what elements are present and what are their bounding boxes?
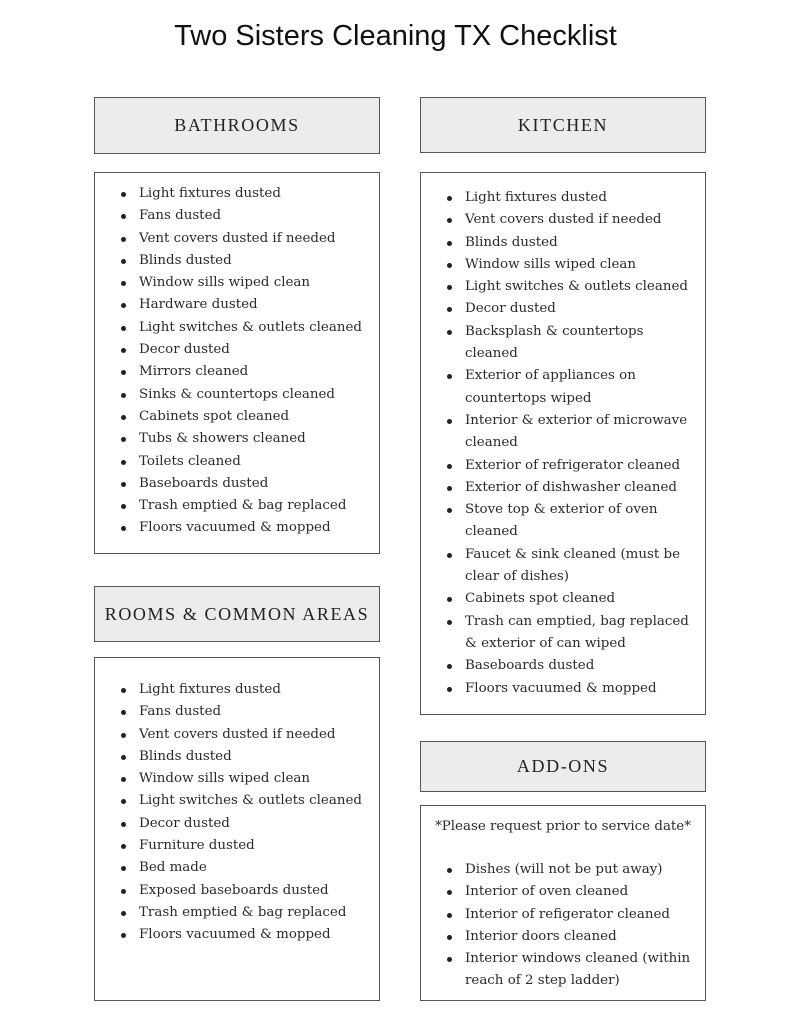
page-title: Two Sisters Cleaning TX Checklist: [174, 20, 617, 52]
kitchen-list-item: Decor dusted: [445, 298, 697, 320]
addons-list-item: Interior windows cleaned (within reach of 2 step ladder): [445, 948, 697, 993]
rooms-list-item: Decor dusted: [119, 813, 371, 835]
addons-list-box: [420, 805, 706, 1001]
rooms-list-item: Light fixtures dusted: [119, 679, 371, 701]
rooms-heading-text: ROOMS & COMMON AREAS: [104, 603, 370, 624]
addons-note: *Please request prior to service date*: [435, 819, 691, 834]
kitchen-list-item: Floors vacuumed & mopped: [445, 678, 697, 700]
rooms-list: [119, 679, 371, 947]
addons-list-item: Dishes (will not be put away): [445, 859, 697, 881]
kitchen-list: [445, 187, 697, 700]
kitchen-heading: [420, 97, 706, 153]
bathrooms-list-item: Baseboards dusted: [119, 473, 371, 495]
kitchen-list-box: [420, 172, 706, 715]
addons-list: [445, 859, 697, 993]
bathrooms-list-box: [94, 172, 380, 554]
kitchen-list-item: Exterior of appliances on countertops wiped: [445, 365, 697, 410]
addons-heading: [420, 741, 706, 792]
bathrooms-list: [119, 183, 371, 540]
bathrooms-list-item: Light fixtures dusted: [119, 183, 371, 205]
bathrooms-list-item: Tubs & showers cleaned: [119, 428, 371, 450]
kitchen-list-item: Backsplash & countertops cleaned: [445, 321, 697, 366]
kitchen-list-item: Blinds dusted: [445, 232, 697, 254]
bathrooms-list-item: Cabinets spot cleaned: [119, 406, 371, 428]
addons-list-item: Interior of oven cleaned: [445, 881, 697, 903]
kitchen-list-item: Light switches & outlets cleaned: [445, 276, 697, 298]
bathrooms-list-item: Fans dusted: [119, 205, 371, 227]
kitchen-list-item: Cabinets spot cleaned: [445, 588, 697, 610]
kitchen-list-item: Stove top & exterior of oven cleaned: [445, 499, 697, 544]
bathrooms-list-item: Sinks & countertops cleaned: [119, 384, 371, 406]
addons-list-item: Interior of refigerator cleaned: [445, 904, 697, 926]
bathrooms-list-item: Decor dusted: [119, 339, 371, 361]
rooms-list-item: Fans dusted: [119, 701, 371, 723]
rooms-list-item: Exposed baseboards dusted: [119, 880, 371, 902]
kitchen-list-item: Exterior of refrigerator cleaned: [445, 455, 697, 477]
kitchen-list-item: Exterior of dishwasher cleaned: [445, 477, 697, 499]
bathrooms-list-item: Trash emptied & bag replaced: [119, 495, 371, 517]
bathrooms-heading: [94, 97, 380, 154]
addons-list-item: Interior doors cleaned: [445, 926, 697, 948]
bathrooms-list-item: Hardware dusted: [119, 294, 371, 316]
kitchen-list-item: Vent covers dusted if needed: [445, 209, 697, 231]
kitchen-list-item: Faucet & sink cleaned (must be clear of dishes): [445, 544, 697, 589]
addons-heading-text: ADD-ONS: [516, 756, 610, 776]
bathrooms-list-item: Blinds dusted: [119, 250, 371, 272]
bathrooms-list-item: Mirrors cleaned: [119, 361, 371, 383]
bathrooms-list-item: Vent covers dusted if needed: [119, 228, 371, 250]
rooms-list-item: Light switches & outlets cleaned: [119, 790, 371, 812]
rooms-list-box: [94, 657, 380, 1001]
bathrooms-list-item: Light switches & outlets cleaned: [119, 317, 371, 339]
kitchen-list-item: Interior & exterior of microwave cleaned: [445, 410, 697, 455]
kitchen-list-item: Trash can emptied, bag replaced & exterior of can wiped: [445, 611, 697, 656]
bathrooms-heading-text: BATHROOMS: [174, 115, 300, 135]
bathrooms-list-item: Floors vacuumed & mopped: [119, 517, 371, 539]
rooms-list-item: Bed made: [119, 857, 371, 879]
bathrooms-list-item: Window sills wiped clean: [119, 272, 371, 294]
kitchen-list-item: Baseboards dusted: [445, 655, 697, 677]
kitchen-list-item: Light fixtures dusted: [445, 187, 697, 209]
rooms-list-item: Window sills wiped clean: [119, 768, 371, 790]
rooms-list-item: Floors vacuumed & mopped: [119, 924, 371, 946]
bathrooms-list-item: Toilets cleaned: [119, 451, 371, 473]
rooms-list-item: Trash emptied & bag replaced: [119, 902, 371, 924]
kitchen-list-item: Window sills wiped clean: [445, 254, 697, 276]
rooms-list-item: Furniture dusted: [119, 835, 371, 857]
rooms-list-item: Blinds dusted: [119, 746, 371, 768]
kitchen-heading-text: KITCHEN: [517, 114, 609, 135]
rooms-list-item: Vent covers dusted if needed: [119, 724, 371, 746]
rooms-heading: [94, 586, 380, 642]
